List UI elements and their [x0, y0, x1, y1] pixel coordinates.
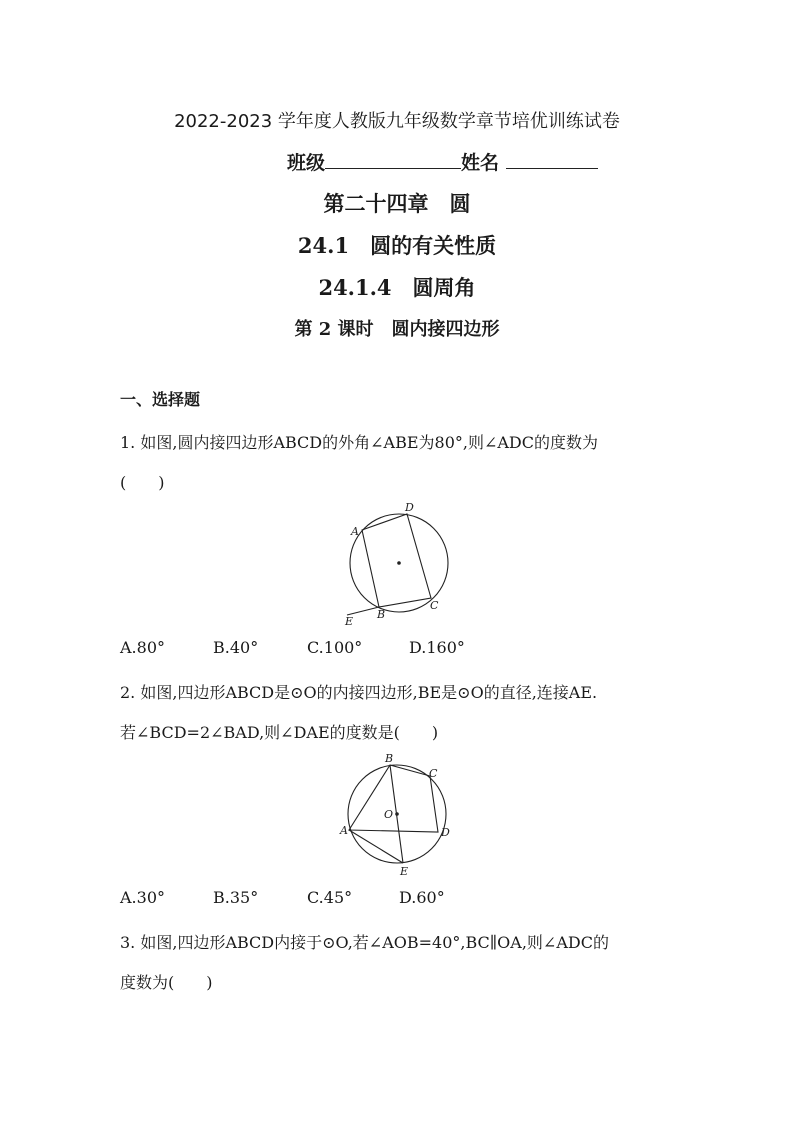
q1-option-c[interactable]: C.100°	[307, 638, 363, 657]
question-2-figure	[338, 752, 462, 878]
q2-center-dot	[395, 812, 399, 816]
q1-label-d: D	[405, 501, 414, 514]
q1-label-a: A	[351, 525, 359, 538]
chapter-title: 第二十四章 圆	[323, 191, 471, 216]
q1-line-eb	[347, 607, 379, 615]
question-3-text: 3. 如图,四边形ABCD内接于⊙O,若∠AOB=40°,BC∥OA,则∠ADC的	[120, 933, 609, 952]
question-1-text: 1. 如图,圆内接四边形ABCD的外角∠ABE为80°,则∠ADC的度数为	[120, 433, 598, 452]
q1-label-e: E	[345, 615, 354, 627]
question-2-text: 2. 如图,四边形ABCD是⊙O的内接四边形,BE是⊙O的直径,连接AE.	[120, 683, 598, 702]
q2-option-c[interactable]: C.45°	[307, 888, 353, 907]
exam-title: 2022-2023 学年度人教版九年级数学章节培优训练试卷	[174, 111, 620, 132]
q1-center-dot	[397, 561, 401, 565]
q2-label-c: C	[429, 767, 438, 780]
class-blank[interactable]	[325, 150, 461, 169]
q1-option-d[interactable]: D.160°	[409, 638, 465, 657]
q1-option-b[interactable]: B.40°	[213, 638, 259, 657]
q2-option-a[interactable]: A.30°	[120, 888, 165, 907]
name-blank[interactable]	[506, 150, 598, 169]
subsection-title: 24.1.4 圆周角	[318, 275, 476, 300]
name-label: 姓名	[461, 152, 500, 174]
q2-option-b[interactable]: B.35°	[213, 888, 259, 907]
name-class-row	[287, 148, 598, 175]
part-title: 一、选择题	[120, 390, 201, 409]
q2-label-b: B	[385, 752, 394, 765]
question-1-answer-paren: ( )	[120, 473, 165, 492]
question-2-options	[120, 888, 445, 907]
q1-label-c: C	[430, 599, 439, 612]
q2-label-d: D	[441, 826, 450, 839]
q1-option-a[interactable]: A.80°	[120, 638, 165, 657]
question-3-text-line2: 度数为( )	[120, 973, 213, 992]
question-1-options	[120, 638, 465, 657]
q2-option-d[interactable]: D.60°	[399, 888, 445, 907]
section-title: 24.1 圆的有关性质	[297, 233, 497, 258]
question-2-text-line2: 若∠BCD=2∠BAD,则∠DAE的度数是( )	[120, 723, 439, 742]
q1-quadrilateral	[362, 514, 431, 607]
q2-quadrilateral	[349, 765, 438, 832]
q2-label-e: E	[400, 865, 409, 878]
q1-label-b: B	[377, 608, 386, 621]
class-label: 班级	[287, 152, 326, 174]
q2-label-o: O	[384, 808, 394, 821]
question-1-figure	[335, 497, 465, 627]
q2-label-a: A	[340, 824, 348, 837]
lesson-title: 第 2 课时 圆内接四边形	[294, 319, 500, 340]
